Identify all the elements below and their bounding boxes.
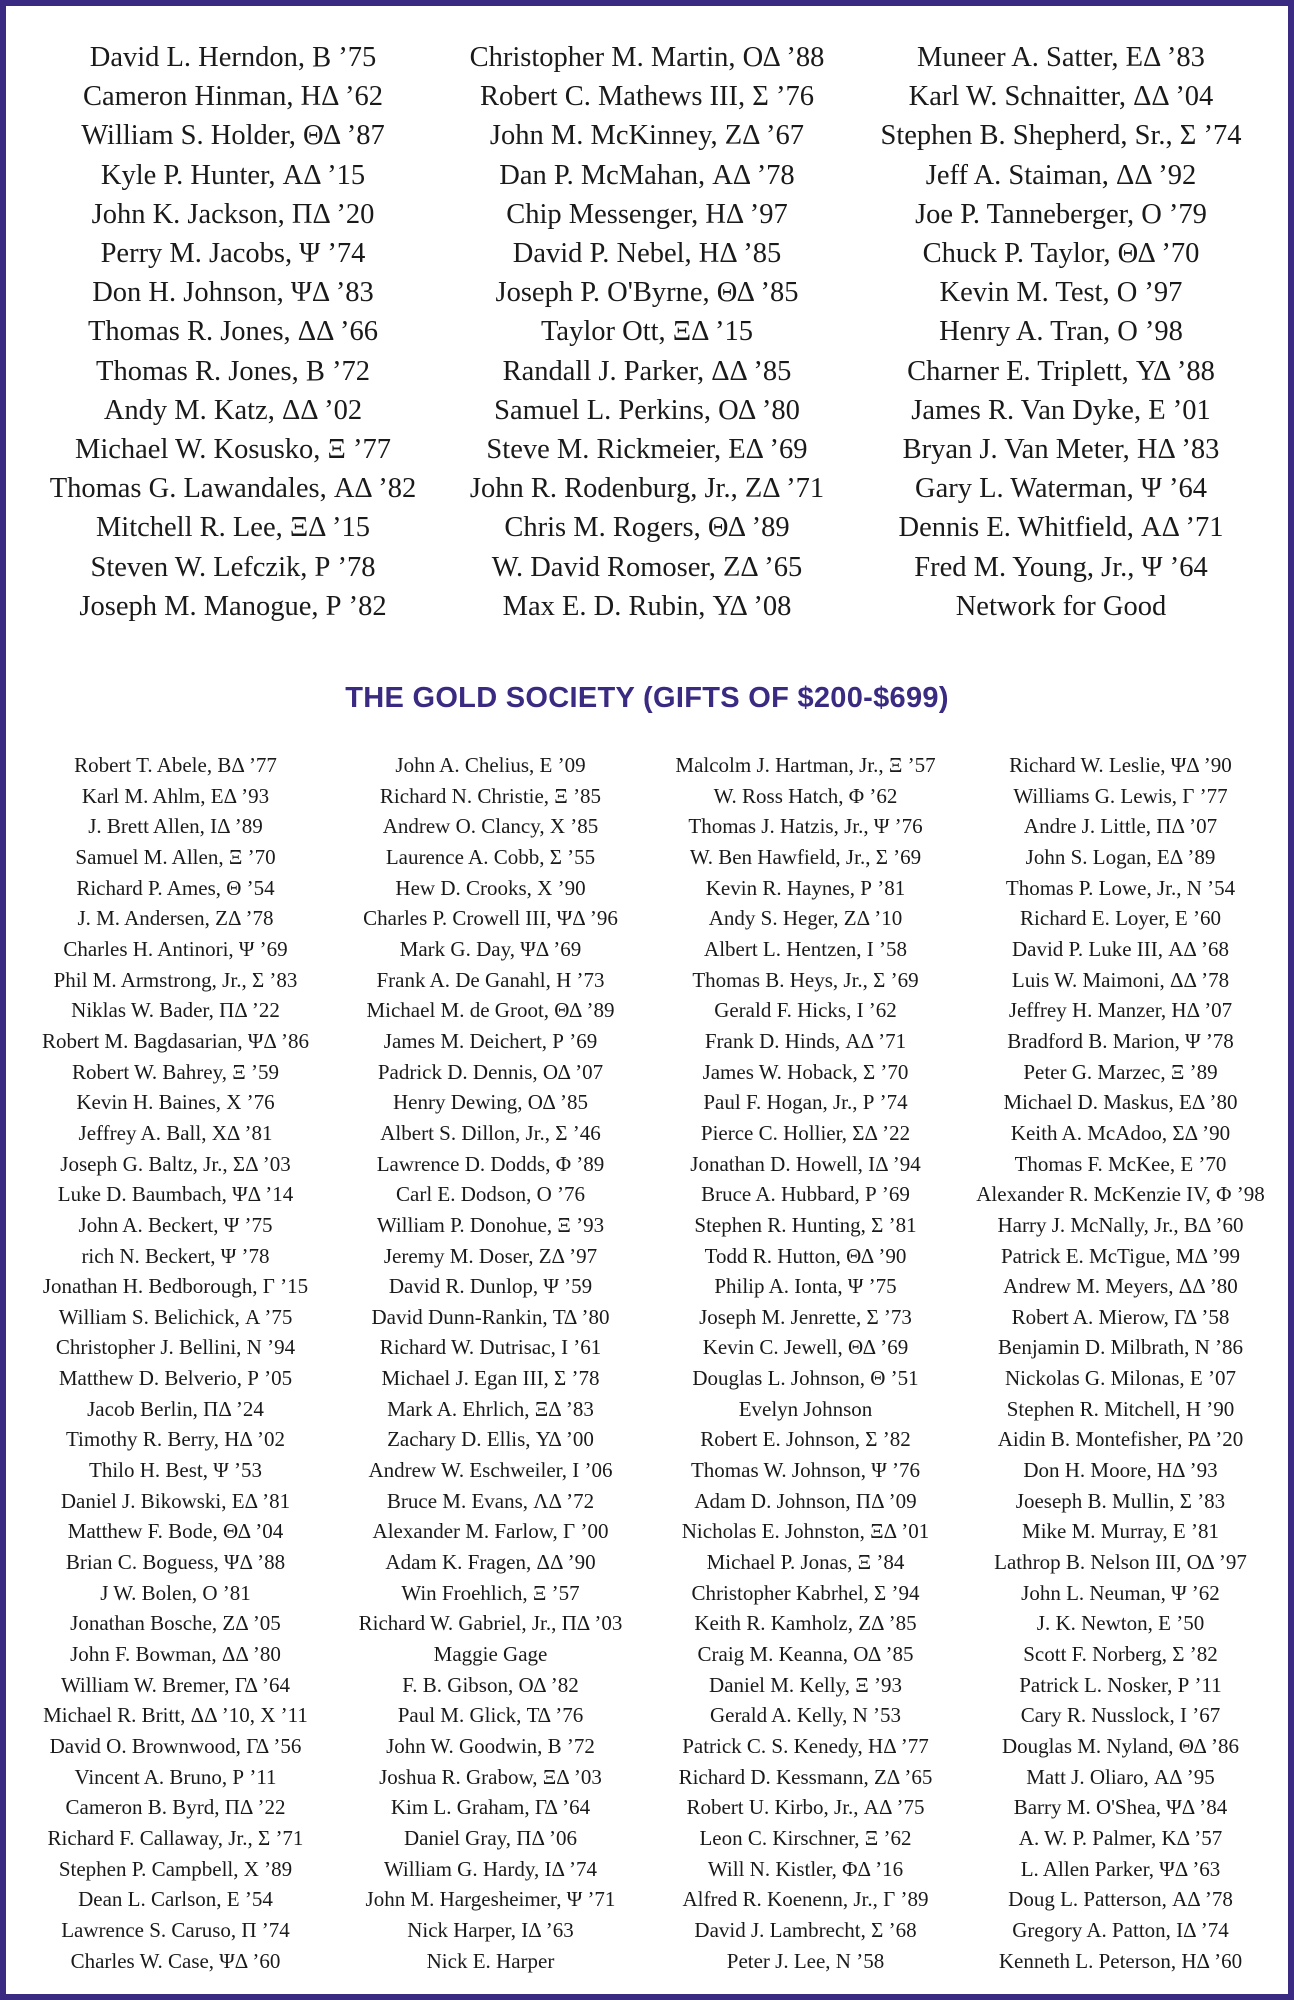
donor-name: Keith R. Kamholz, ΖΔ ’85 [694, 1611, 917, 1636]
donor-name: Muneer A. Satter, ΕΔ ’83 [917, 42, 1205, 73]
donor-name: Daniel J. Bikowski, ΕΔ ’81 [60, 1488, 291, 1513]
donor-name: Kenneth L. Peterson, ΗΔ ’60 [998, 1948, 1243, 1973]
donor-name: Michael D. Maskus, ΕΔ ’80 [1003, 1090, 1238, 1115]
donor-name: Malcolm J. Hartman, Jr., Ξ ’57 [675, 753, 936, 777]
section-title: THE GOLD SOCIETY (GIFTS OF $200-$699) [345, 682, 949, 714]
donor-name: Evelyn Johnson [738, 1396, 873, 1421]
donor-name: Dennis E. Whitfield, ΑΔ ’71 [898, 512, 1224, 544]
donor-name: Bradford B. Marion, Ψ ’78 [1007, 1028, 1234, 1053]
donor-name: Padrick D. Dennis, ΟΔ ’07 [377, 1059, 604, 1084]
donor-name: Albert L. Hentzen, Ι ’58 [704, 936, 907, 961]
donor-name: Douglas L. Johnson, Θ ’51 [692, 1366, 919, 1391]
donor-name: Thomas J. Hatzis, Jr., Ψ ’76 [688, 814, 923, 839]
donor-column-3 [854, 38, 1268, 626]
donor-name: Jonathan D. Howell, ΙΔ ’94 [690, 1151, 921, 1176]
donor-name: John R. Rodenburg, Jr., ΖΔ ’71 [469, 473, 825, 505]
donor-name: Paul M. Glick, ΤΔ ’76 [397, 1703, 584, 1728]
donor-name: Will N. Kistler, ΦΔ ’16 [707, 1856, 904, 1881]
donor-name: Craig M. Keanna, ΟΔ ’85 [697, 1642, 914, 1667]
donor-name: Jeffrey A. Ball, ΧΔ ’81 [78, 1120, 273, 1145]
donor-name: Robert W. Bahrey, Ξ ’59 [72, 1059, 279, 1084]
gold-column-1 [18, 750, 333, 1976]
donor-name: J W. Bolen, Ο ’81 [100, 1580, 251, 1605]
donor-name: Peter J. Lee, Ν ’58 [726, 1948, 885, 1973]
donor-name: J. Brett Allen, ΙΔ ’89 [88, 814, 263, 839]
donor-name: Don H. Moore, ΗΔ ’93 [1023, 1458, 1218, 1483]
donor-name: James W. Hoback, Σ ’70 [702, 1059, 909, 1084]
donor-name: Michael M. de Groot, ΘΔ ’89 [366, 998, 615, 1023]
donor-name: Zachary D. Ellis, ΥΔ ’00 [387, 1427, 594, 1452]
donor-name: Christopher J. Bellini, Ν ’94 [55, 1335, 296, 1360]
donor-name: Kim L. Graham, ΓΔ ’64 [390, 1795, 591, 1820]
donor-name: Douglas M. Nyland, ΘΔ ’86 [1002, 1734, 1239, 1758]
donor-name: Andy M. Katz, ΔΔ ’02 [103, 394, 363, 426]
donor-name: Kevin M. Test, Ο ’97 [939, 277, 1183, 309]
donor-name: Andrew W. Eschweiler, Ι ’06 [368, 1458, 613, 1483]
donor-name: Williams G. Lewis, Γ ’77 [1013, 783, 1228, 808]
donor-name: Maggie Gage [433, 1642, 548, 1667]
donor-name: Adam K. Fragen, ΔΔ ’90 [385, 1550, 596, 1575]
donor-name: Richard W. Gabriel, Jr., ΠΔ ’03 [358, 1611, 623, 1636]
donor-name: Charles W. Case, ΨΔ ’60 [70, 1948, 281, 1973]
donor-name: Thilo H. Best, Ψ ’53 [89, 1458, 262, 1483]
donor-name: Joseph G. Baltz, Jr., ΣΔ ’03 [60, 1151, 291, 1176]
donor-name: Richard W. Leslie, ΨΔ ’90 [1009, 753, 1232, 777]
donor-name: Henry Dewing, ΟΔ ’85 [393, 1090, 588, 1115]
donor-name: Luis W. Maimoni, ΔΔ ’78 [1011, 967, 1230, 992]
donor-name: Robert U. Kirbo, Jr., ΑΔ ’75 [686, 1795, 925, 1820]
donor-name: Frank D. Hinds, ΑΔ ’71 [704, 1028, 907, 1053]
donor-name: John W. Goodwin, Β ’72 [386, 1734, 595, 1758]
donor-name: John M. Hargesheimer, Ψ ’71 [365, 1887, 616, 1912]
donor-name: Hew D. Crooks, Χ ’90 [395, 875, 586, 900]
donor-name: Scott F. Norberg, Σ ’82 [1023, 1642, 1218, 1667]
gold-column-3 [648, 750, 963, 1976]
donor-name: Chuck P. Taylor, ΘΔ ’70 [922, 238, 1200, 270]
donor-name: Network for Good [955, 590, 1167, 622]
donor-name: Aidin B. Montefisher, ΡΔ ’20 [997, 1427, 1244, 1452]
gold-society-list [18, 750, 1278, 1976]
donor-name: Jonathan Bosche, ΖΔ ’05 [70, 1611, 281, 1636]
donor-name: L. Allen Parker, ΨΔ ’63 [1020, 1856, 1221, 1881]
donor-name: James M. Deichert, Ρ ’69 [383, 1028, 598, 1053]
donor-name: John F. Bowman, ΔΔ ’80 [70, 1642, 281, 1667]
donor-name: Max E. D. Rubin, ΥΔ ’08 [502, 590, 792, 622]
donor-name: Jeremy M. Doser, ΖΔ ’97 [383, 1243, 598, 1268]
donor-name: William P. Donohue, Ξ ’93 [376, 1212, 605, 1237]
donor-name: Robert M. Bagdasarian, ΨΔ ’86 [42, 1028, 309, 1053]
donor-name: Don H. Johnson, ΨΔ ’83 [92, 277, 374, 309]
donor-name: Philip A. Ionta, Ψ ’75 [714, 1274, 897, 1299]
donor-name: Jacob Berlin, ΠΔ ’24 [87, 1396, 264, 1421]
donor-name: Joeseph B. Mullin, Σ ’83 [1015, 1488, 1226, 1513]
donor-name: Dean L. Carlson, Ε ’54 [78, 1887, 273, 1912]
donor-name: Cary R. Nusslock, Ι ’67 [1020, 1703, 1221, 1728]
donor-name: Chris M. Rogers, ΘΔ ’89 [504, 512, 790, 544]
donor-name: Stephen R. Hunting, Σ ’81 [694, 1212, 917, 1237]
donor-name: Mike M. Murray, Ε ’81 [1022, 1519, 1219, 1544]
donor-name: Keith A. McAdoo, ΣΔ ’90 [1010, 1120, 1231, 1145]
donor-name: Fred M. Young, Jr., Ψ ’64 [914, 551, 1208, 583]
donor-name: W. Ross Hatch, Φ ’62 [713, 783, 898, 808]
donor-name: Patrick L. Nosker, Ρ ’11 [1019, 1672, 1222, 1697]
donor-name: A. W. P. Palmer, ΚΔ ’57 [1018, 1825, 1223, 1850]
donor-name: Michael J. Egan III, Σ ’78 [381, 1366, 600, 1391]
donor-name: Timothy R. Berry, ΗΔ ’02 [65, 1427, 286, 1452]
donor-name: Win Froehlich, Ξ ’57 [401, 1580, 580, 1605]
donor-name: Gregory A. Patton, ΙΔ ’74 [1012, 1917, 1229, 1942]
donor-name: Charner E. Triplett, ΥΔ ’88 [907, 355, 1215, 387]
donor-name: Richard D. Kessmann, ΖΔ ’65 [678, 1764, 933, 1789]
donor-name: Adam D. Johnson, ΠΔ ’09 [694, 1488, 917, 1513]
donor-name: Matthew F. Bode, ΘΔ ’04 [67, 1519, 284, 1544]
donor-name: Bryan J. Van Meter, ΗΔ ’83 [902, 434, 1220, 466]
donor-name: Steve M. Rickmeier, ΕΔ ’69 [486, 434, 808, 466]
donor-name: John A. Chelius, Ε ’09 [395, 753, 586, 777]
donor-name: Joe P. Tanneberger, Ο ’79 [915, 198, 1207, 230]
donor-name: Brian C. Boguess, ΨΔ ’88 [65, 1550, 286, 1575]
donor-name: Bruce M. Evans, ΛΔ ’72 [386, 1488, 595, 1513]
donor-name: Daniel M. Kelly, Ξ ’93 [709, 1672, 902, 1697]
donor-name: Cameron B. Byrd, ΠΔ ’22 [65, 1795, 286, 1820]
donor-name: Jeffrey H. Manzer, ΗΔ ’07 [1008, 998, 1233, 1023]
donor-name: Patrick E. McTigue, ΜΔ ’99 [1000, 1243, 1241, 1268]
donor-name: Richard W. Dutrisac, Ι ’61 [379, 1335, 602, 1360]
donor-name: Samuel M. Allen, Ξ ’70 [75, 844, 276, 869]
donor-name: Frank A. De Ganahl, Η ’73 [376, 967, 605, 992]
donor-name: Thomas W. Johnson, Ψ ’76 [690, 1458, 920, 1483]
donor-name: Robert C. Mathews III, Σ ’76 [480, 81, 814, 113]
donor-name: Kevin C. Jewell, ΘΔ ’69 [702, 1335, 909, 1360]
donor-list-top [26, 38, 1268, 626]
donor-name: Charles H. Antinori, Ψ ’69 [63, 936, 288, 961]
donor-name: Barry M. O'Shea, ΨΔ ’84 [1013, 1795, 1228, 1820]
donor-name: Karl W. Schnaitter, ΔΔ ’04 [908, 81, 1214, 113]
donor-name: James R. Van Dyke, Ε ’01 [911, 394, 1211, 426]
donor-name: Steven W. Lefczik, Ρ ’78 [90, 551, 376, 583]
donor-name: Taylor Ott, ΞΔ ’15 [541, 316, 753, 348]
donor-name: John K. Jackson, ΠΔ ’20 [91, 198, 375, 230]
donor-name: Richard N. Christie, Ξ ’85 [379, 783, 602, 808]
donor-name: Dan P. McMahan, ΑΔ ’78 [499, 159, 795, 191]
donor-name: Gerald A. Kelly, Ν ’53 [709, 1703, 902, 1728]
donor-name: Mitchell R. Lee, ΞΔ ’15 [95, 512, 371, 544]
donor-name: Thomas B. Heys, Jr., Σ ’69 [692, 967, 919, 992]
donor-name: Kevin H. Baines, Χ ’76 [76, 1090, 275, 1115]
donor-name: Nickolas G. Milonas, Ε ’07 [1005, 1366, 1236, 1391]
donor-name: Richard P. Ames, Θ ’54 [76, 875, 275, 900]
donor-name: Robert E. Johnson, Σ ’82 [700, 1427, 911, 1452]
donor-name: David R. Dunlop, Ψ ’59 [388, 1274, 593, 1299]
donor-name: Todd R. Hutton, ΘΔ ’90 [704, 1243, 907, 1268]
donor-name: Peter G. Marzec, Ξ ’89 [1023, 1059, 1218, 1084]
donor-name: Nick E. Harper [426, 1948, 555, 1973]
donor-name: John A. Beckert, Ψ ’75 [78, 1212, 273, 1237]
donor-name: David J. Lambrecht, Σ ’68 [694, 1917, 917, 1942]
donor-name: Kyle P. Hunter, ΑΔ ’15 [100, 159, 366, 191]
donor-name: Luke D. Baumbach, ΨΔ ’14 [57, 1182, 294, 1207]
donor-name: Jeff A. Staiman, ΔΔ ’92 [925, 159, 1197, 191]
donor-name: Matt J. Oliaro, ΑΔ ’95 [1026, 1764, 1215, 1789]
donor-name: David L. Herndon, Β ’75 [89, 42, 377, 73]
donor-name: Daniel Gray, ΠΔ ’06 [403, 1825, 578, 1850]
donor-name: Charles P. Crowell III, ΨΔ ’96 [363, 906, 618, 931]
donor-name: Joseph M. Manogue, Ρ ’82 [79, 590, 387, 622]
donor-name: Joseph P. O'Byrne, ΘΔ ’85 [495, 277, 799, 309]
donor-name: Patrick C. S. Kenedy, ΗΔ ’77 [682, 1734, 929, 1758]
donor-name: Michael R. Britt, ΔΔ ’10, Χ ’11 [43, 1703, 308, 1728]
donor-name: David Dunn-Rankin, ΤΔ ’80 [371, 1304, 610, 1329]
donor-name: Matthew D. Belverio, Ρ ’05 [58, 1366, 293, 1391]
donor-name: Mark A. Ehrlich, ΞΔ ’83 [387, 1396, 594, 1421]
donor-name: Lathrop B. Nelson III, ΟΔ ’97 [994, 1550, 1247, 1575]
donor-name: Stephen B. Shepherd, Sr., Σ ’74 [880, 120, 1242, 152]
donor-name: Perry M. Jacobs, Ψ ’74 [100, 238, 366, 270]
donor-name: Phil M. Armstrong, Jr., Σ ’83 [53, 967, 298, 992]
donor-name: J. M. Andersen, ΖΔ ’78 [77, 906, 274, 931]
donor-name: Thomas P. Lowe, Jr., Ν ’54 [1005, 875, 1236, 900]
donor-name: Alexander R. McKenzie IV, Φ ’98 [976, 1182, 1265, 1207]
donor-name: F. B. Gibson, ΟΔ ’82 [402, 1672, 579, 1697]
donor-name: Mark G. Day, ΨΔ ’69 [399, 936, 582, 961]
donor-name: J. K. Newton, Ε ’50 [1036, 1611, 1205, 1636]
donor-name: Cameron Hinman, ΗΔ ’62 [82, 81, 384, 113]
donor-name: Michael W. Kosusko, Ξ ’77 [75, 434, 391, 466]
donor-name: Henry A. Tran, Ο ’98 [939, 316, 1183, 348]
donor-column-2 [440, 38, 854, 626]
donor-name: William W. Bremer, ΓΔ ’64 [60, 1672, 291, 1697]
donor-name: David P. Luke III, ΑΔ ’68 [1011, 936, 1230, 961]
donor-name: Kevin R. Haynes, Ρ ’81 [705, 875, 906, 900]
donor-name: Stephen P. Campbell, Χ ’89 [58, 1856, 293, 1881]
donor-name: Lawrence S. Caruso, Π ’74 [61, 1917, 290, 1942]
donor-name: Randall J. Parker, ΔΔ ’85 [502, 355, 792, 387]
donor-name: Joshua R. Grabow, ΞΔ ’03 [379, 1764, 602, 1789]
donor-name: Vincent A. Bruno, Ρ ’11 [74, 1764, 277, 1789]
donor-name: Harry J. McNally, Jr., ΒΔ ’60 [997, 1212, 1244, 1237]
donor-name: Andy S. Heger, ΖΔ ’10 [708, 906, 903, 931]
donor-name: Richard E. Loyer, Ε ’60 [1020, 906, 1221, 931]
donor-name: W. David Romoser, ΖΔ ’65 [491, 551, 803, 583]
donor-name: Albert S. Dillon, Jr., Σ ’46 [380, 1120, 601, 1145]
donor-name: John L. Neuman, Ψ ’62 [1021, 1580, 1220, 1605]
donor-name: Pierce C. Hollier, ΣΔ ’22 [700, 1120, 911, 1145]
donor-name: John S. Logan, ΕΔ ’89 [1025, 844, 1216, 869]
donor-name: Stephen R. Mitchell, Η ’90 [1006, 1396, 1235, 1421]
donor-name: Niklas W. Bader, ΠΔ ’22 [71, 998, 280, 1023]
donor-name: Andre J. Little, ΠΔ ’07 [1023, 814, 1218, 839]
donor-name: William S. Holder, ΘΔ ’87 [81, 120, 385, 152]
donor-name: Andrew O. Clancy, Χ ’85 [382, 814, 599, 839]
donor-name: Thomas R. Jones, ΔΔ ’66 [88, 316, 378, 348]
donor-name: Benjamin D. Milbrath, Ν ’86 [998, 1335, 1243, 1360]
donor-name: Christopher M. Martin, ΟΔ ’88 [469, 42, 825, 73]
donor-name: Doug L. Patterson, ΑΔ ’78 [1008, 1887, 1233, 1912]
donor-name: Leon C. Kirschner, Ξ ’62 [699, 1825, 912, 1850]
donor-name: Robert T. Abele, ΒΔ ’77 [74, 753, 277, 777]
donor-name: Alfred R. Koenenn, Jr., Γ ’89 [682, 1887, 929, 1912]
donor-name: Richard F. Callaway, Jr., Σ ’71 [47, 1825, 304, 1850]
donor-name: David P. Nebel, ΗΔ ’85 [512, 238, 782, 270]
donor-name: Michael P. Jonas, Ξ ’84 [706, 1550, 905, 1575]
donor-name: William G. Hardy, ΙΔ ’74 [383, 1856, 598, 1881]
donor-name: Bruce A. Hubbard, Ρ ’69 [701, 1182, 910, 1207]
donor-name: Jonathan H. Bedborough, Γ ’15 [42, 1274, 309, 1299]
donor-name: W. Ben Hawfield, Jr., Σ ’69 [689, 844, 922, 869]
donor-name: Thomas R. Jones, Β ’72 [96, 355, 370, 387]
gold-column-2 [333, 750, 648, 1976]
donor-name: Christopher Kabrhel, Σ ’94 [691, 1580, 920, 1605]
donor-name: Thomas G. Lawandales, ΑΔ ’82 [49, 473, 417, 505]
donor-name: Carl E. Dodson, Ο ’76 [396, 1182, 585, 1207]
donor-name: Andrew M. Meyers, ΔΔ ’80 [1003, 1274, 1238, 1299]
donor-name: Nick Harper, ΙΔ ’63 [407, 1917, 574, 1942]
donor-name: Lawrence D. Dodds, Φ ’89 [376, 1151, 605, 1176]
donor-name: Robert A. Mierow, ΓΔ ’58 [1011, 1304, 1230, 1329]
donor-name: Thomas F. McKee, Ε ’70 [1014, 1151, 1227, 1176]
donor-name: Gerald F. Hicks, Ι ’62 [714, 998, 897, 1023]
donor-name: Joseph M. Jenrette, Σ ’73 [699, 1304, 912, 1329]
donor-name: John M. McKinney, ΖΔ ’67 [489, 120, 805, 152]
donor-name: Chip Messenger, ΗΔ ’97 [506, 198, 788, 230]
donor-name: Alexander M. Farlow, Γ ’00 [372, 1519, 609, 1544]
donor-name: Nicholas E. Johnston, ΞΔ ’01 [681, 1519, 930, 1544]
donor-name: Karl M. Ahlm, ΕΔ ’93 [81, 783, 270, 808]
donor-name: rich N. Beckert, Ψ ’78 [81, 1243, 270, 1268]
donor-name: David O. Brownwood, ΓΔ ’56 [49, 1734, 302, 1758]
donor-name: Gary L. Waterman, Ψ ’64 [914, 473, 1208, 505]
donor-name: Paul F. Hogan, Jr., Ρ ’74 [703, 1090, 908, 1115]
donor-name: William S. Belichick, Α ’75 [58, 1304, 293, 1329]
gold-column-4 [963, 750, 1278, 1976]
donor-name: Samuel L. Perkins, ΟΔ ’80 [494, 394, 800, 426]
donor-name: Laurence A. Cobb, Σ ’55 [385, 844, 596, 869]
donor-column-1 [26, 38, 440, 626]
